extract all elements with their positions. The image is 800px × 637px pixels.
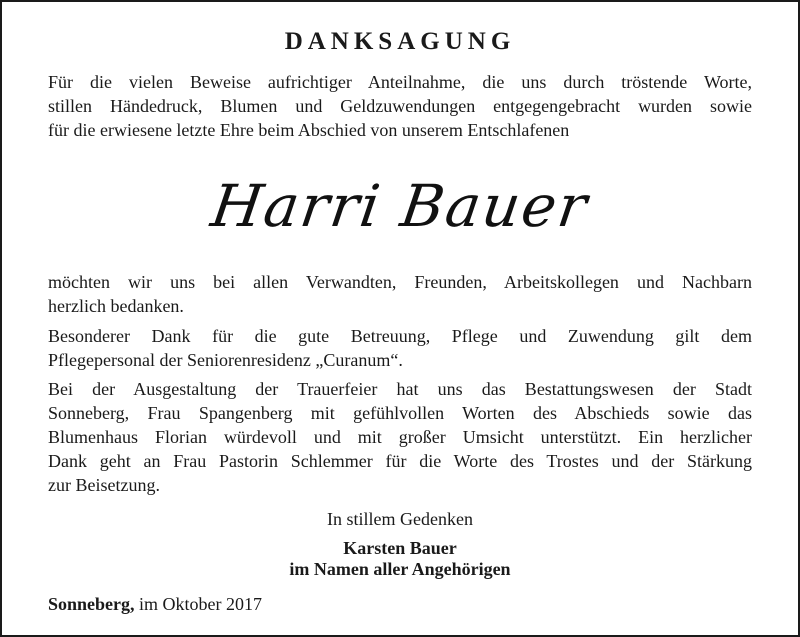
funeral-paragraph [48,377,752,497]
special-thanks-paragraph [48,324,752,372]
funeral-line: Bei der Ausgestaltung der Trauerfeier hat uns das Bestattungswesen der Stadt [48,379,752,399]
special-line: Pflegepersonal der Seniorenresidenz „Curanum“. [48,350,403,370]
funeral-line: Dank geht an Frau Pastorin Schlemmer für die Worte des Trostes und der Stärkung [48,451,752,471]
thanks-line: möchten wir uns bei allen Verwandten, Freunden, Arbeitskollegen und Nachbarn [48,272,752,292]
signer-note: im Namen aller Angehörigen [289,559,511,579]
deceased-name: Harri Bauer [207,172,593,240]
place: Sonneberg, [48,594,135,614]
intro-line: Für die vielen Beweise aufrichtiger Anteilnahme, die uns durch tröstende Worte, [48,72,752,92]
special-line: Besonderer Dank für die gute Betreuung, Pflege und Zuwendung gilt dem [48,326,752,346]
notice-title: DANKSAGUNG [284,28,516,55]
thanks-paragraph [48,270,752,318]
funeral-line: Sonneberg, Frau Spangenberg mit gefühlvollen Worten des Abschieds sowie das [48,403,752,423]
intro-line: stillen Händedruck, Blumen und Geldzuwendungen entgegengebracht wurden sowie [48,96,752,116]
intro-line: für die erwiesene letzte Ehre beim Abschied von unserem Entschlafenen [48,120,570,140]
thanks-line: herzlich bedanken. [48,296,184,316]
funeral-line: Blumenhaus Florian würdevoll und mit großer Umsicht unterstützt. Ein herzlicher [48,427,752,447]
intro-paragraph [48,70,752,142]
place-date [48,594,262,615]
date: im Oktober 2017 [139,594,263,614]
signer-name: Karsten Bauer [343,538,457,558]
memory-line: In stillem Gedenken [327,509,473,529]
funeral-line: zur Beisetzung. [48,475,160,495]
